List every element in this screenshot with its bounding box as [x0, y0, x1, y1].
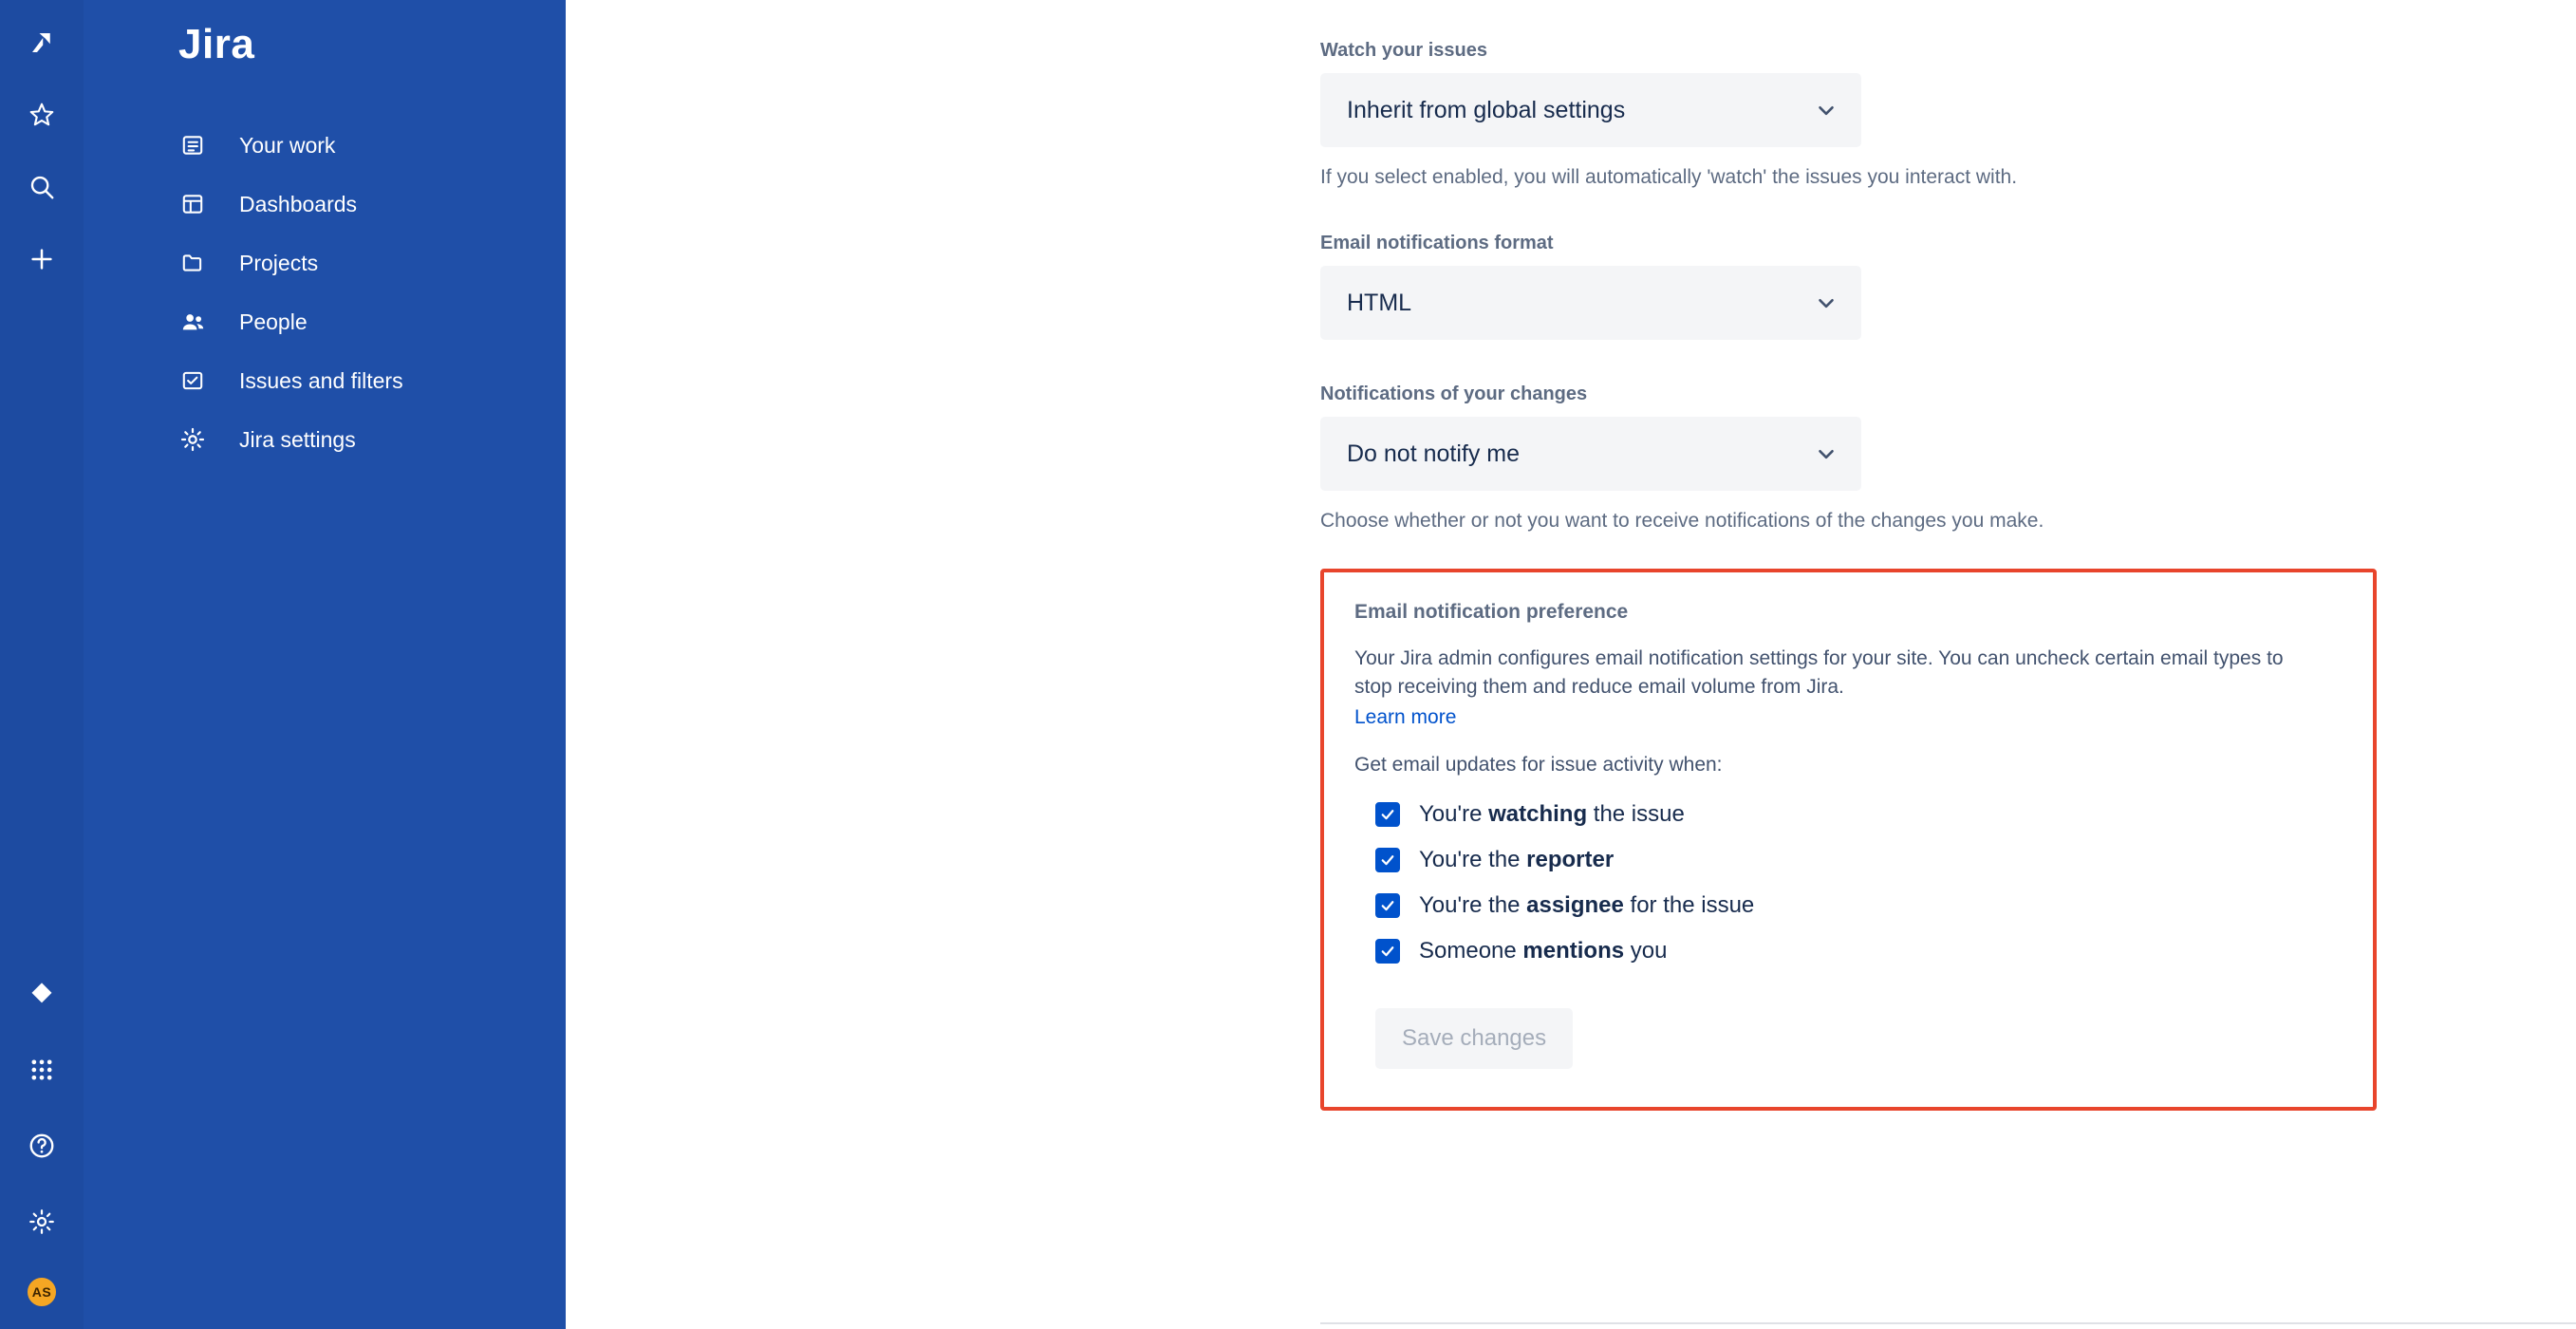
- folder-icon: [178, 249, 207, 277]
- notifications-changes-help: Choose whether or not you want to receive notifications of the changes you make.: [1320, 510, 2044, 532]
- spacer: [1320, 189, 2377, 233]
- sidebar-item-projects[interactable]: [84, 234, 566, 292]
- checkbox-watching[interactable]: [1375, 802, 1400, 827]
- checkbox-row-reporter[interactable]: [1354, 837, 2339, 883]
- section-divider: [1320, 1322, 2576, 1324]
- spacer: [1320, 340, 2377, 384]
- star-icon[interactable]: [20, 93, 64, 137]
- email-format-select[interactable]: [1320, 266, 1861, 340]
- apps-grid-icon[interactable]: [20, 1048, 64, 1092]
- settings-form: [1320, 40, 2377, 1111]
- checkbox-mentions[interactable]: [1375, 939, 1400, 964]
- search-icon[interactable]: [20, 165, 64, 209]
- field-label: Notifications of your changes: [1320, 384, 1588, 404]
- chevron-down-icon: [1814, 441, 1839, 466]
- sidebar-item-label: Projects: [239, 250, 319, 275]
- sidebar-item-label: People: [239, 309, 308, 334]
- get-updates-label: Get email updates for issue activity when:: [1354, 753, 1723, 776]
- checkbox-row-watching[interactable]: [1354, 792, 2339, 837]
- select-value: Do not notify me: [1347, 440, 1521, 467]
- sidebar-item-your-work[interactable]: [84, 116, 566, 175]
- checkbox-row-assignee[interactable]: [1354, 883, 2339, 928]
- global-icon-rail: [0, 0, 84, 1329]
- sidebar-item-jira-settings[interactable]: [84, 410, 566, 469]
- sidebar-nav: [84, 116, 566, 469]
- notifications-changes-select[interactable]: [1320, 417, 1861, 491]
- learn-more-link[interactable]: Learn more: [1354, 705, 1457, 728]
- watch-issues-help: If you select enabled, you will automatically 'watch' the issues you interact with.: [1320, 166, 2018, 188]
- chevron-down-icon: [1814, 98, 1839, 122]
- checkbox-label-reporter: You're the reporter: [1419, 846, 1615, 872]
- select-value: HTML: [1347, 289, 1412, 316]
- field-watch-your-issues: [1320, 40, 2377, 189]
- panel-description: Your Jira admin configures email notification settings for your site. You can uncheck certain email types to stop receiving them and reduce email volume from Jira.: [1354, 647, 2284, 699]
- watch-issues-select[interactable]: [1320, 73, 1861, 147]
- rail-bottom-group: [0, 972, 84, 1308]
- primary-sidebar: [84, 0, 566, 1329]
- gear-icon[interactable]: [20, 1200, 64, 1244]
- sidebar-item-label: Your work: [239, 132, 336, 158]
- field-label: Email notifications format: [1320, 233, 1554, 253]
- checkbox-label-assignee: You're the assignee for the issue: [1419, 891, 1755, 918]
- avatar[interactable]: AS: [26, 1276, 58, 1308]
- checkbox-label-watching: You're watching the issue: [1419, 800, 1685, 827]
- field-email-notifications-format: [1320, 233, 2377, 340]
- field-notifications-of-your-changes: [1320, 384, 2377, 533]
- sidebar-item-dashboards[interactable]: [84, 175, 566, 234]
- gear-icon: [178, 425, 207, 454]
- help-icon[interactable]: [20, 1124, 64, 1168]
- sidebar-item-people[interactable]: [84, 292, 566, 351]
- select-value: Inherit from global settings: [1347, 96, 1626, 123]
- sidebar-item-label: Issues and filters: [239, 367, 403, 393]
- sidebar-item-issues-and-filters[interactable]: [84, 351, 566, 410]
- sidebar-item-label: Jira settings: [239, 426, 356, 452]
- panel-title: Email notification preference: [1354, 601, 1629, 623]
- issues-filters-icon: [178, 366, 207, 395]
- people-icon: [178, 308, 207, 336]
- field-label: Watch your issues: [1320, 40, 1487, 61]
- dashboards-icon: [178, 190, 207, 218]
- your-work-icon: [178, 131, 207, 159]
- sidebar-item-label: Dashboards: [239, 191, 358, 216]
- rail-top-group: [20, 0, 64, 281]
- brand-title: Jira: [178, 21, 255, 67]
- checkbox-assignee[interactable]: [1375, 893, 1400, 918]
- email-notification-preference-panel: [1320, 569, 2377, 1111]
- checkbox-reporter[interactable]: [1375, 848, 1400, 872]
- checkbox-row-mentions[interactable]: [1354, 928, 2339, 974]
- main-content: [566, 0, 2576, 1329]
- chevron-down-icon: [1814, 290, 1839, 315]
- save-changes-button[interactable]: Save changes: [1375, 1008, 1573, 1069]
- tag-icon[interactable]: [20, 972, 64, 1016]
- jira-logo-icon[interactable]: [20, 21, 64, 65]
- checkbox-label-mentions: Someone mentions you: [1419, 937, 1668, 964]
- add-icon[interactable]: [20, 237, 64, 281]
